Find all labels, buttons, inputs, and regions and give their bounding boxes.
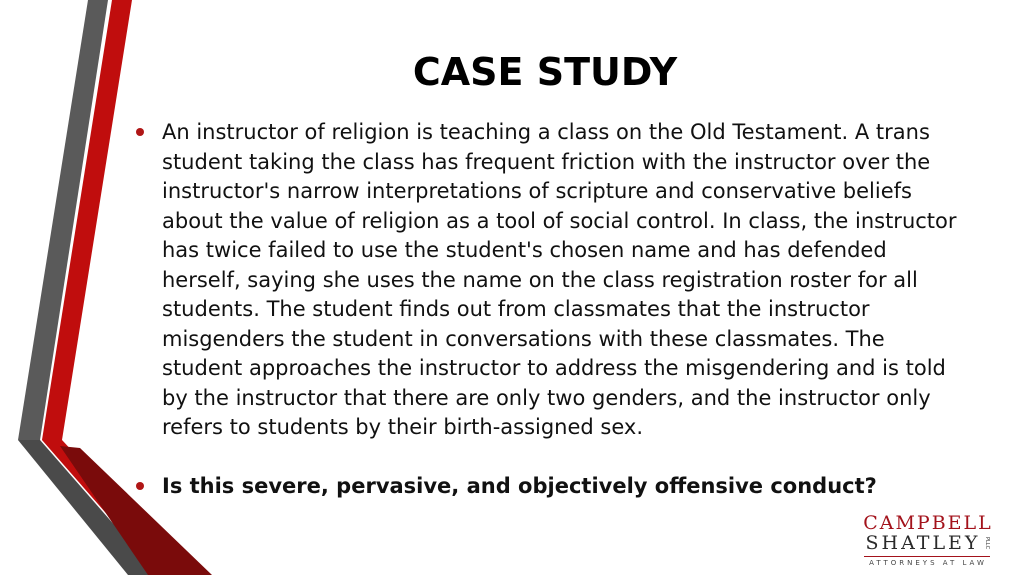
logo-tagline: ATTORNEYS AT LAW — [869, 559, 987, 567]
bullet-list — [134, 118, 964, 501]
campbell-shatley-logo — [862, 512, 994, 570]
list-item — [134, 472, 964, 502]
bullet-dot-icon — [136, 482, 144, 490]
bullet-text: An instructor of religion is teaching a class on the Old Testament. A trans student taking the class has frequent friction with the instructor over the instructor's narrow interpretations of scripture and conservative beliefs about the value of religion as a tool of social control. In class, the instructor has twice failed to use the student's chosen name and has defended herself, saying she uses the name on the class registration roster for all students. The student finds out from classmates that the instructor misgenders the student in conversations with these classmates. The student approaches the instructor to address the misgendering and is told by the instructor that there are only two genders, and the instructor only refers to students by their birth-assigned sex. — [162, 120, 957, 439]
bullet-question-text: Is this severe, pervasive, and objectively offensive conduct? — [162, 473, 877, 498]
list-item — [134, 118, 964, 443]
logo-line-1: CAMPBELL — [863, 512, 993, 534]
logo-suffix: PLLC — [984, 537, 990, 550]
bullet-dot-icon — [136, 128, 144, 136]
logo-line-2: SHATLEY — [865, 532, 981, 554]
logo-divider — [864, 556, 990, 557]
page-title: CASE STUDY — [412, 50, 678, 94]
